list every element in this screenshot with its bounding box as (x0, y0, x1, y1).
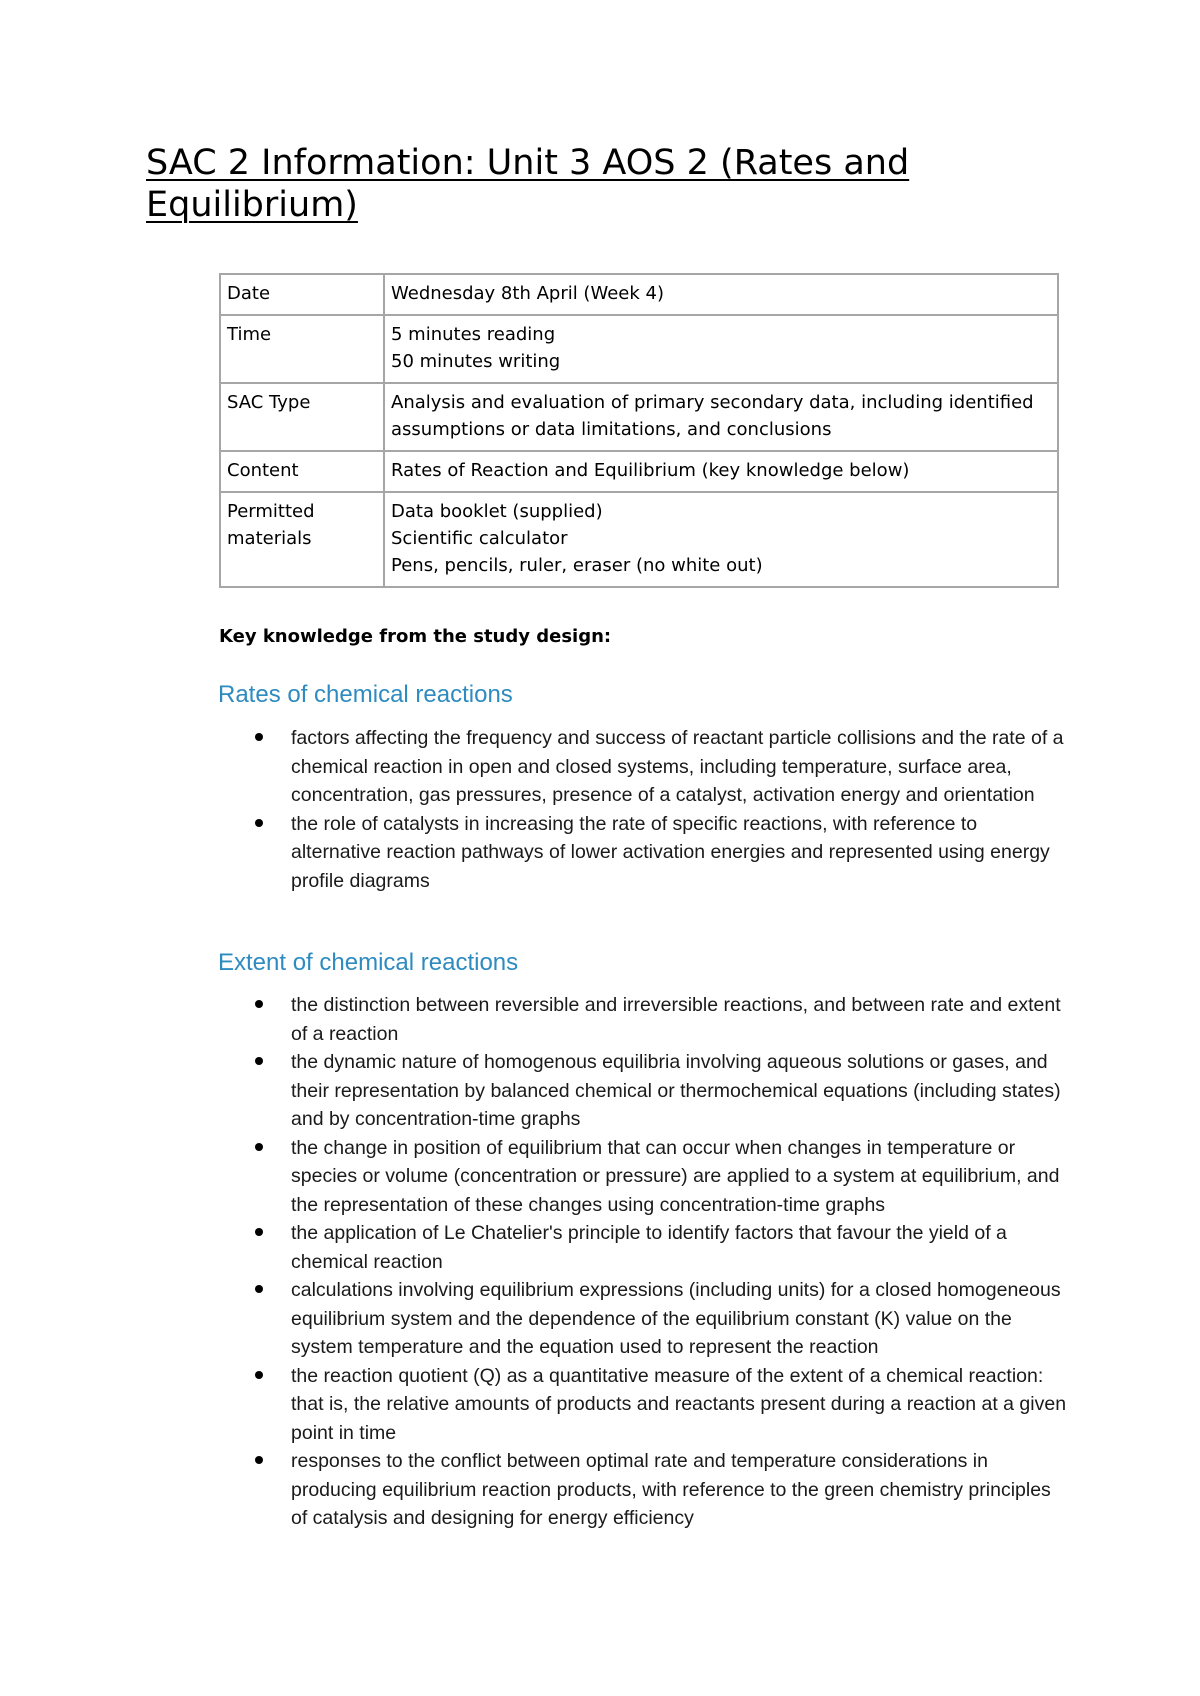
value-line: Wednesday 8th April (Week 4) (391, 283, 664, 304)
value-line: Pens, pencils, ruler, eraser (no white out) (391, 555, 763, 576)
row-value (384, 383, 1058, 451)
rates-list (291, 724, 1071, 895)
row-label: Permitted materials (220, 492, 384, 587)
row-label: Time (220, 315, 384, 383)
key-knowledge-heading: Key knowledge from the study design: (219, 626, 612, 647)
value-line: Rates of Reaction and Equilibrium (key knowledge below) (391, 460, 910, 481)
value-line: 50 minutes writing (391, 351, 561, 372)
list-item: the change in position of equilibrium that can occur when changes in temperature or species or volume (concentration or pressure) are applied to a system at equilibrium, and the representation of these changes using concentration-time graphs (291, 1134, 1071, 1220)
page-title: SAC 2 Information: Unit 3 AOS 2 (Rates and Equilibrium) (146, 143, 910, 225)
row-label: SAC Type (220, 383, 384, 451)
table-row-date (220, 274, 1058, 315)
section-heading-rates: Rates of chemical reactions (218, 681, 513, 708)
section-heading-extent: Extent of chemical reactions (218, 949, 519, 976)
list-item: the application of Le Chatelier's principle to identify factors that favour the yield of a chemical reaction (291, 1219, 1071, 1276)
list-item: the role of catalysts in increasing the rate of specific reactions, with reference to alternative reaction pathways of lower activation energies and represented using energy profile diagrams (291, 810, 1071, 896)
table-row-content (220, 451, 1058, 492)
list-item: the dynamic nature of homogenous equilibria involving aqueous solutions or gases, and their representation by balanced chemical or thermochemical equations (including states) and by concentration-time graphs (291, 1048, 1071, 1134)
value-line: Scientific calculator (391, 528, 568, 549)
extent-list (291, 991, 1071, 1533)
list-item: factors affecting the frequency and success of reactant particle collisions and the rate of a chemical reaction in open and closed systems, including temperature, surface area, concentration, gas pressures, presence of a catalyst, activation energy and orientation (291, 724, 1071, 810)
sac-info-table (219, 273, 1059, 588)
table-row-sac-type (220, 383, 1058, 451)
row-label: Content (220, 451, 384, 492)
value-line: Analysis and evaluation of primary secondary data, including identified assumptions or data limitations, and conclusions (391, 392, 1034, 440)
row-value (384, 492, 1058, 587)
row-label: Date (220, 274, 384, 315)
table-row-time (220, 315, 1058, 383)
row-value (384, 315, 1058, 383)
value-line: Data booklet (supplied) (391, 501, 603, 522)
row-value (384, 451, 1058, 492)
table-row-permitted-materials (220, 492, 1058, 587)
list-item: responses to the conflict between optimal rate and temperature considerations in producing equilibrium reaction products, with reference to the green chemistry principles of catalysis and designing for energy efficiency (291, 1447, 1071, 1533)
list-item: the distinction between reversible and irreversible reactions, and between rate and extent of a reaction (291, 991, 1071, 1048)
list-item: the reaction quotient (Q) as a quantitative measure of the extent of a chemical reaction: that is, the relative amounts of products and reactants present during a reaction at a given point in time (291, 1362, 1071, 1448)
row-value (384, 274, 1058, 315)
list-item: calculations involving equilibrium expressions (including units) for a closed homogeneous equilibrium system and the dependence of the equilibrium constant (K) value on the system temperature and the equation used to represent the reaction (291, 1276, 1071, 1362)
value-line: 5 minutes reading (391, 324, 556, 345)
